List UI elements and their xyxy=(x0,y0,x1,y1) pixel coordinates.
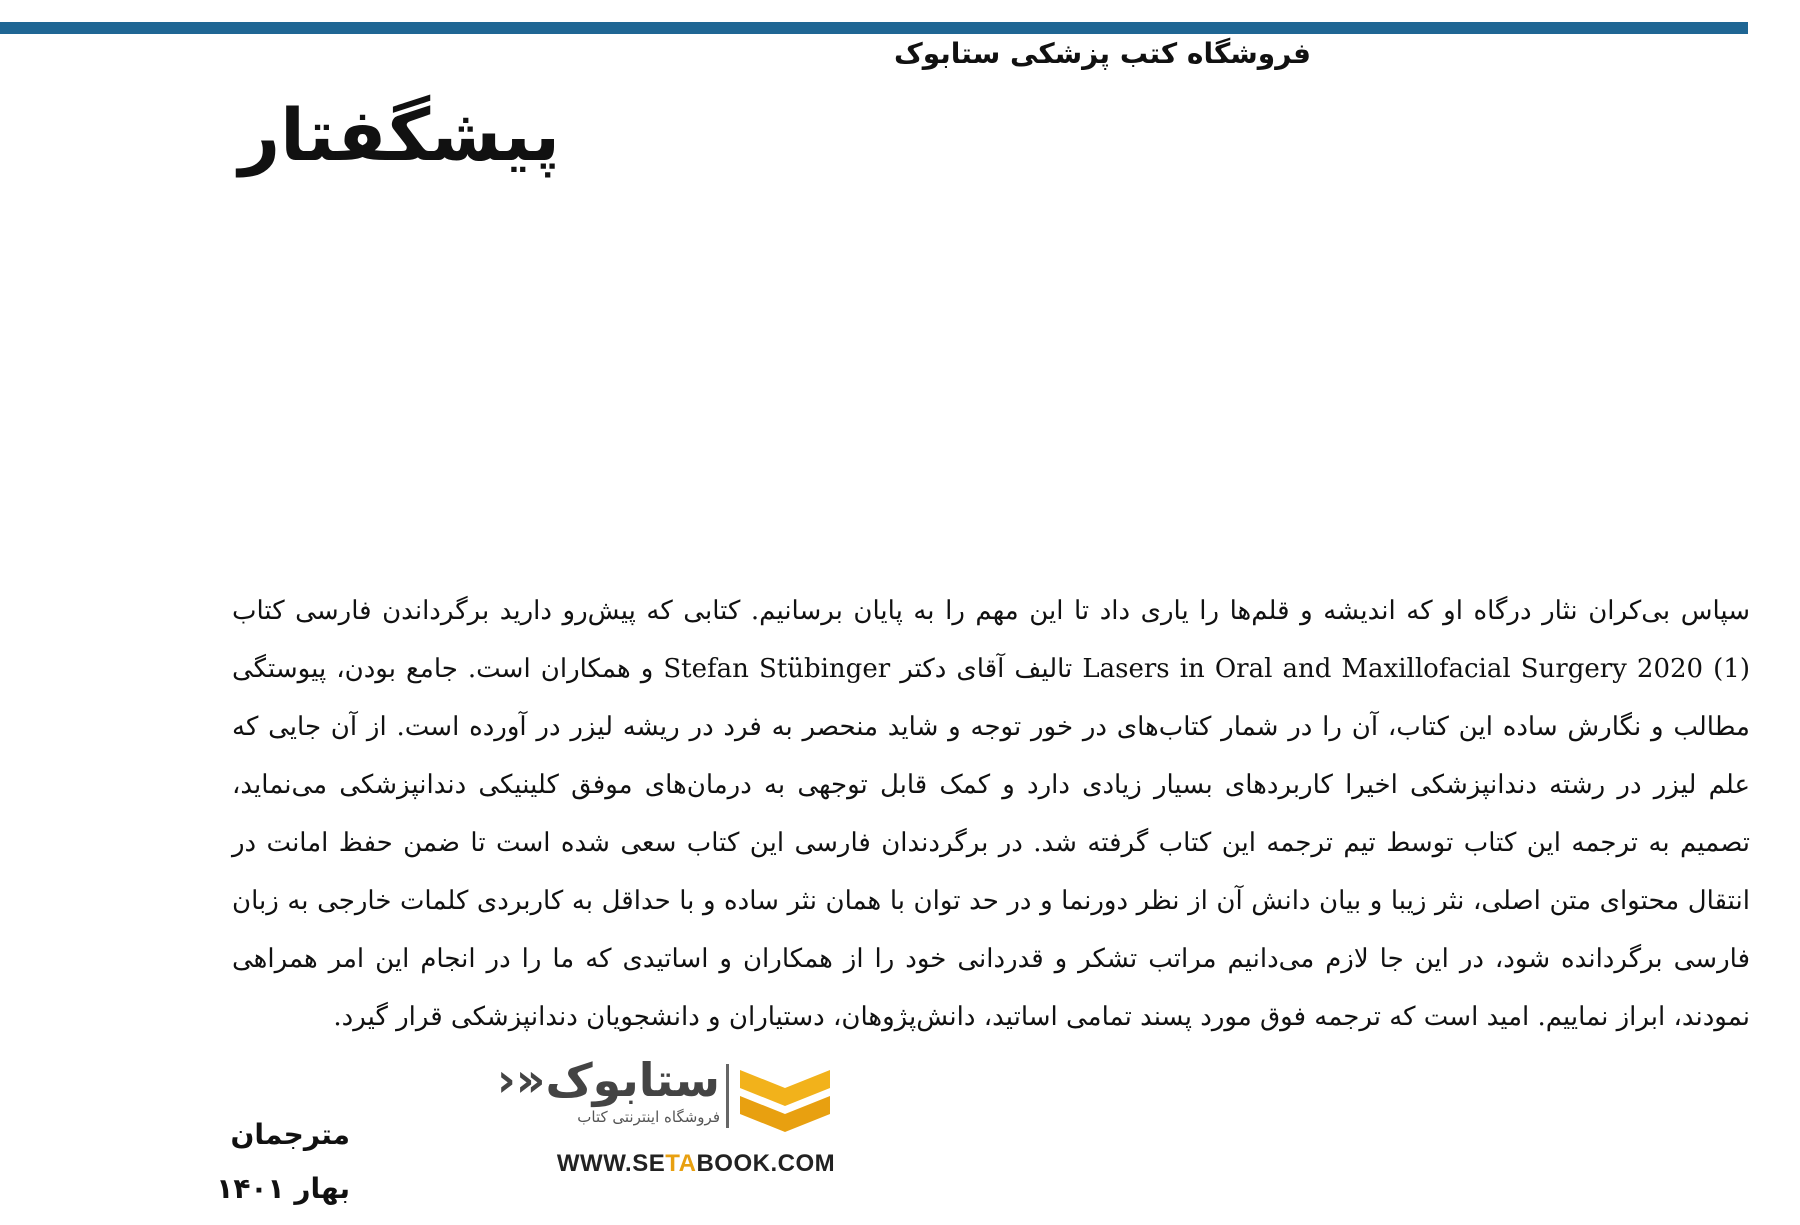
logo-separator xyxy=(726,1064,729,1128)
signature-date: بهار ۱۴۰۱ xyxy=(216,1172,350,1205)
logo-url-prefix: WWW.SE xyxy=(556,1150,666,1177)
logo-url-suffix: BOOK.COM xyxy=(696,1150,836,1177)
logo-arrows: «‹ xyxy=(496,1053,546,1107)
logo-url-accent: TA xyxy=(665,1150,697,1177)
signature-block xyxy=(190,1108,350,1216)
logo-wordmark xyxy=(496,1050,720,1110)
top-accent-bar xyxy=(0,22,1748,34)
setabook-logo xyxy=(496,1050,840,1190)
preface-body xyxy=(232,582,1750,1046)
store-header: فروشگاه کتب پزشکی ستابوک xyxy=(894,37,1311,70)
logo-url xyxy=(546,1150,846,1178)
book-chevron-icon xyxy=(740,1060,830,1140)
signature-role: مترجمان xyxy=(230,1118,350,1151)
page-title: پیشگفتار xyxy=(238,93,560,177)
preface-paragraph: سپاس بی‌کران نثار درگاه او که اندیشه و قلم‌ها را یاری داد تا این مهم را به پایان برسانیم. کتابی که پیش‌رو دارید برگرداندن فارسی کتاب Lasers in Oral and Maxillofacial Surgery 2020 (1) تالیف آقای دکتر Stefan Stübinger و همکاران است. جامع بودن، پیوستگی مطالب و نگارش ساده این کتاب، آن را در شمار کتاب‌های در خور توجه و شاید منحصر به فرد در ریشه لیزر در آورده است. از آن جایی که علم لیزر در رشته دندانپزشکی اخیرا کاربردهای بسیار زیادی دارد و کمک قابل توجهی به درمان‌های موفق کلینیکی دندانپزشکی می‌نماید، تصمیم به ترجمه این کتاب توسط تیم ترجمه این کتاب گرفته شد. در برگردندان فارسی این کتاب سعی شده است تا ضمن حفظ امانت در انتقال محتوای متن اصلی، نثر زیبا و بیان دانش آن از نظر دورنما و در حد توان با همان نثر ساده و با حداقل به کاربردی کلمات خارجی به زبان فارسی برگردانده شود، در این جا لازم می‌دانیم مراتب تشکر و قدردانی خود را از همکاران و اساتیدی که ما را در انجام این امر همراهی نمودند، ابراز نماییم. امید است که ترجمه فوق مورد پسند تمامی اساتید، دانش‌پژوهان، دستیاران و دانشجویان دندانپزشکی قرار گیرد. xyxy=(232,596,1750,1032)
logo-name-text: ستابوک xyxy=(545,1053,720,1107)
logo-tagline: فروشگاه اینترنتی کتاب xyxy=(577,1108,720,1126)
